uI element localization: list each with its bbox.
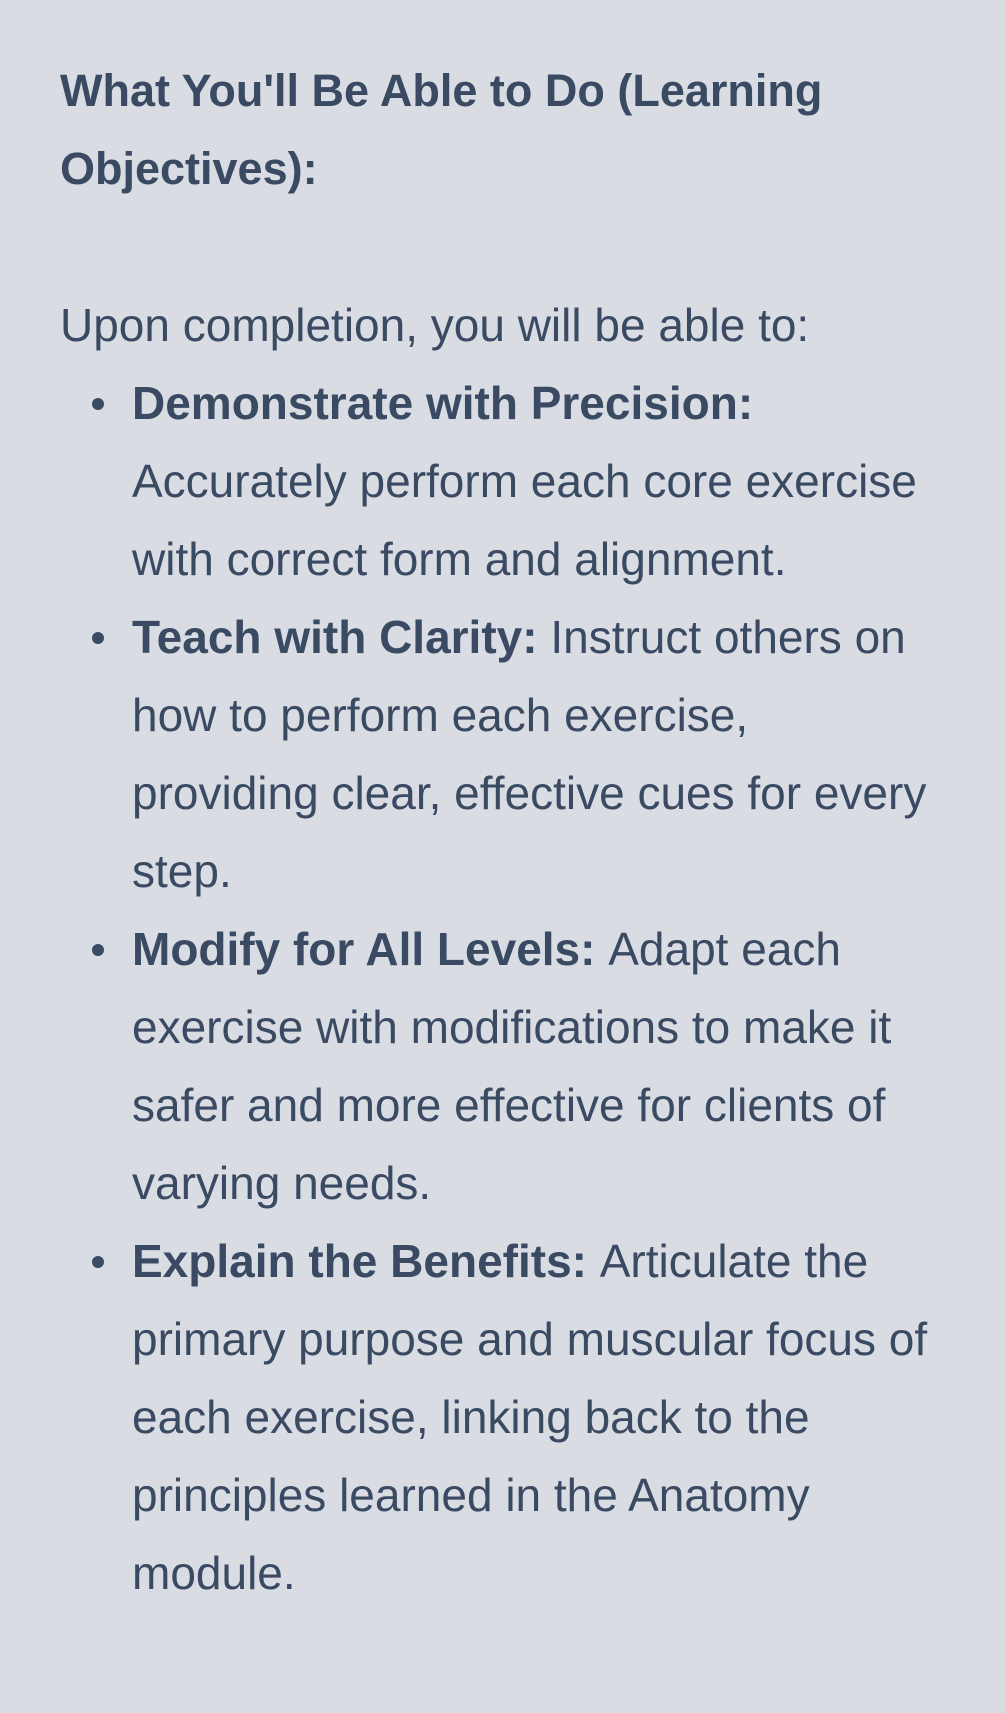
bullet-icon: [92, 1256, 104, 1268]
objectives-list: [60, 364, 945, 1612]
intro-text: Upon completion, you will be able to:: [60, 299, 810, 351]
objective-term: Explain the Benefits:: [132, 1235, 600, 1287]
list-item: [60, 910, 940, 1222]
objective-text: Accurately perform each core exercise with correct form and alignment.: [132, 455, 917, 585]
section-heading: What You'll Be Able to Do (Learning Objectives):: [60, 65, 823, 194]
list-item: [60, 598, 940, 910]
objective-text: Adapt each exercise with modifications to make it safer and more effective for clients of varying needs.: [132, 923, 892, 1209]
objective-term: Modify for All Levels:: [132, 923, 609, 975]
objective-text: Articulate the primary purpose and muscular focus of each exercise, linking back to the principles learned in the Anatomy module.: [132, 1235, 928, 1599]
list-item: [60, 364, 940, 598]
bullet-icon: [92, 398, 104, 410]
objective-text: Instruct others on how to perform each exercise, providing clear, effective cues for every step.: [132, 611, 927, 897]
objective-term: Demonstrate with Precision:: [132, 377, 754, 429]
list-item: [60, 1222, 940, 1612]
bullet-icon: [92, 632, 104, 644]
objective-term: Teach with Clarity:: [132, 611, 551, 663]
bullet-icon: [92, 944, 104, 956]
